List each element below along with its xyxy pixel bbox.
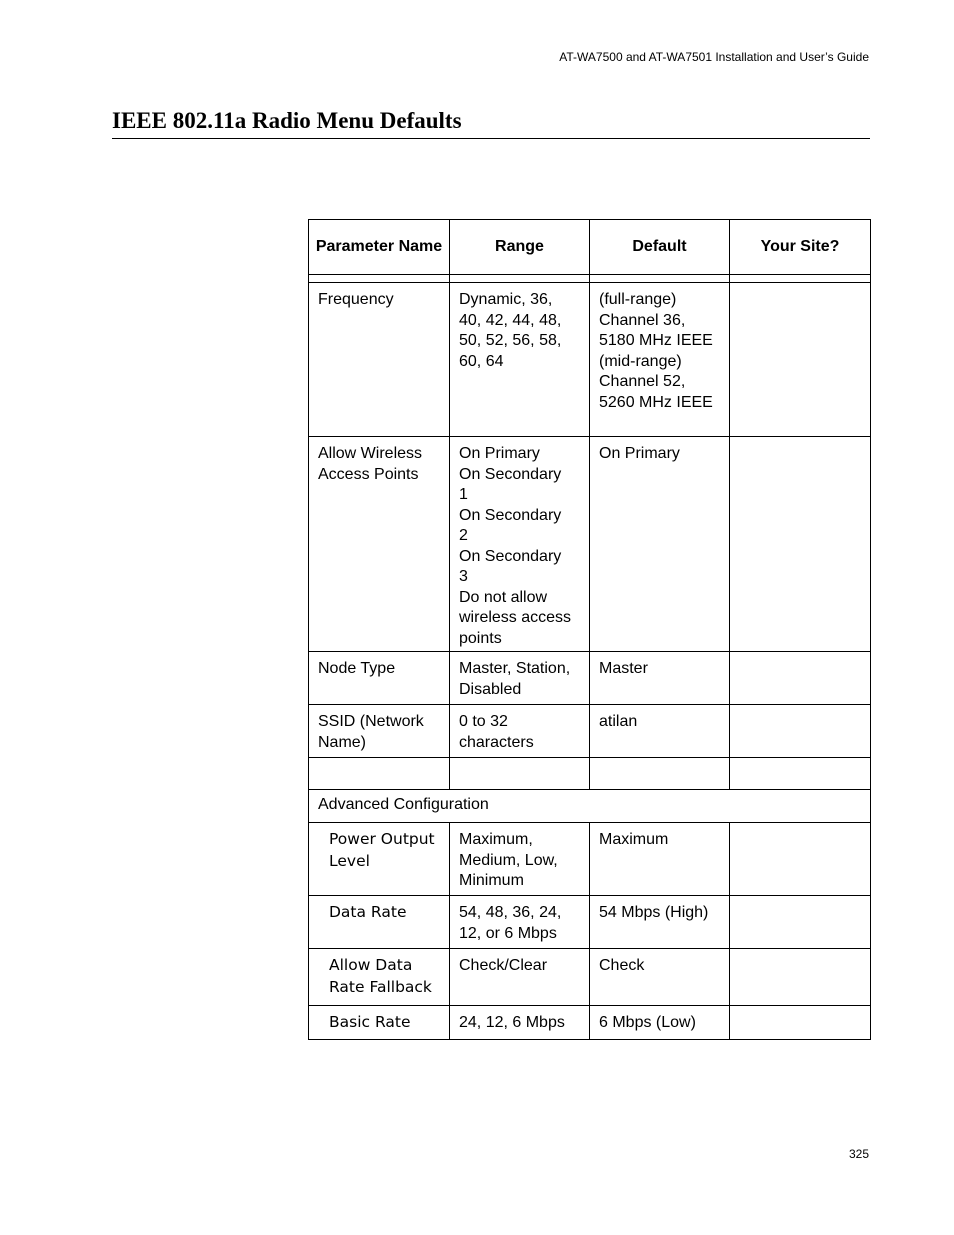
- range-cell: Dynamic, 36, 40, 42, 44, 48, 50, 52, 56, 58, 60, 64: [450, 283, 590, 437]
- table-row: [309, 949, 871, 1006]
- default-cell: 6 Mbps (Low): [590, 1006, 730, 1040]
- column-header-range: Range: [450, 220, 590, 275]
- table-row: [309, 652, 871, 705]
- defaults-table: [308, 219, 871, 1040]
- your-site-cell: [730, 896, 871, 949]
- range-cell: 0 to 32 characters: [450, 705, 590, 758]
- page-number: 325: [848, 1147, 869, 1161]
- param-name-cell: Power Output Level: [309, 823, 450, 896]
- range-cell: Master, Station, Disabled: [450, 652, 590, 705]
- your-site-cell: [730, 437, 871, 652]
- table-row: [309, 437, 871, 652]
- default-cell: On Primary: [590, 437, 730, 652]
- section-label: Advanced Configuration: [309, 790, 871, 823]
- range-cell: 54, 48, 36, 24, 12, or 6 Mbps: [450, 896, 590, 949]
- param-name-cell: Node Type: [309, 652, 450, 705]
- default-cell: (full-range) Channel 36, 5180 MHz IEEE (mid-range) Channel 52, 5260 MHz IEEE: [590, 283, 730, 437]
- table-row: [309, 283, 871, 437]
- range-cell: On Primary On Secondary 1 On Secondary 2 On Secondary 3 Do not allow wireless access points: [450, 437, 590, 652]
- table-row: [309, 896, 871, 949]
- column-header-your-site: Your Site?: [730, 220, 871, 275]
- table-header-row: [309, 220, 871, 275]
- section-row: [309, 790, 871, 823]
- your-site-cell: [730, 652, 871, 705]
- param-name-cell: Allow Data Rate Fallback: [309, 949, 450, 1006]
- range-cell: 24, 12, 6 Mbps: [450, 1006, 590, 1040]
- range-cell: Check/Clear: [450, 949, 590, 1006]
- your-site-cell: [730, 1006, 871, 1040]
- your-site-cell: [730, 823, 871, 896]
- default-cell: Check: [590, 949, 730, 1006]
- table-row: [309, 1006, 871, 1040]
- column-header-default: Default: [590, 220, 730, 275]
- table-row: [309, 823, 871, 896]
- column-header-parameter: Parameter Name: [309, 220, 450, 275]
- param-name-cell: Allow Wireless Access Points: [309, 437, 450, 652]
- range-cell: Maximum, Medium, Low, Minimum: [450, 823, 590, 896]
- empty-row: [309, 758, 871, 790]
- default-cell: Maximum: [590, 823, 730, 896]
- your-site-cell: [730, 949, 871, 1006]
- your-site-cell: [730, 283, 871, 437]
- your-site-cell: [730, 705, 871, 758]
- table-row: [309, 705, 871, 758]
- running-header: AT-WA7500 and AT-WA7501 Installation and User’s Guide: [559, 50, 869, 64]
- header-separator: [309, 275, 871, 283]
- param-name-cell: Frequency: [309, 283, 450, 437]
- default-cell: Master: [590, 652, 730, 705]
- page-title: IEEE 802.11a Radio Menu Defaults: [112, 108, 870, 139]
- param-name-cell: Basic Rate: [309, 1006, 450, 1040]
- param-name-cell: Data Rate: [309, 896, 450, 949]
- default-cell: 54 Mbps (High): [590, 896, 730, 949]
- param-name-cell: SSID (Network Name): [309, 705, 450, 758]
- default-cell: atilan: [590, 705, 730, 758]
